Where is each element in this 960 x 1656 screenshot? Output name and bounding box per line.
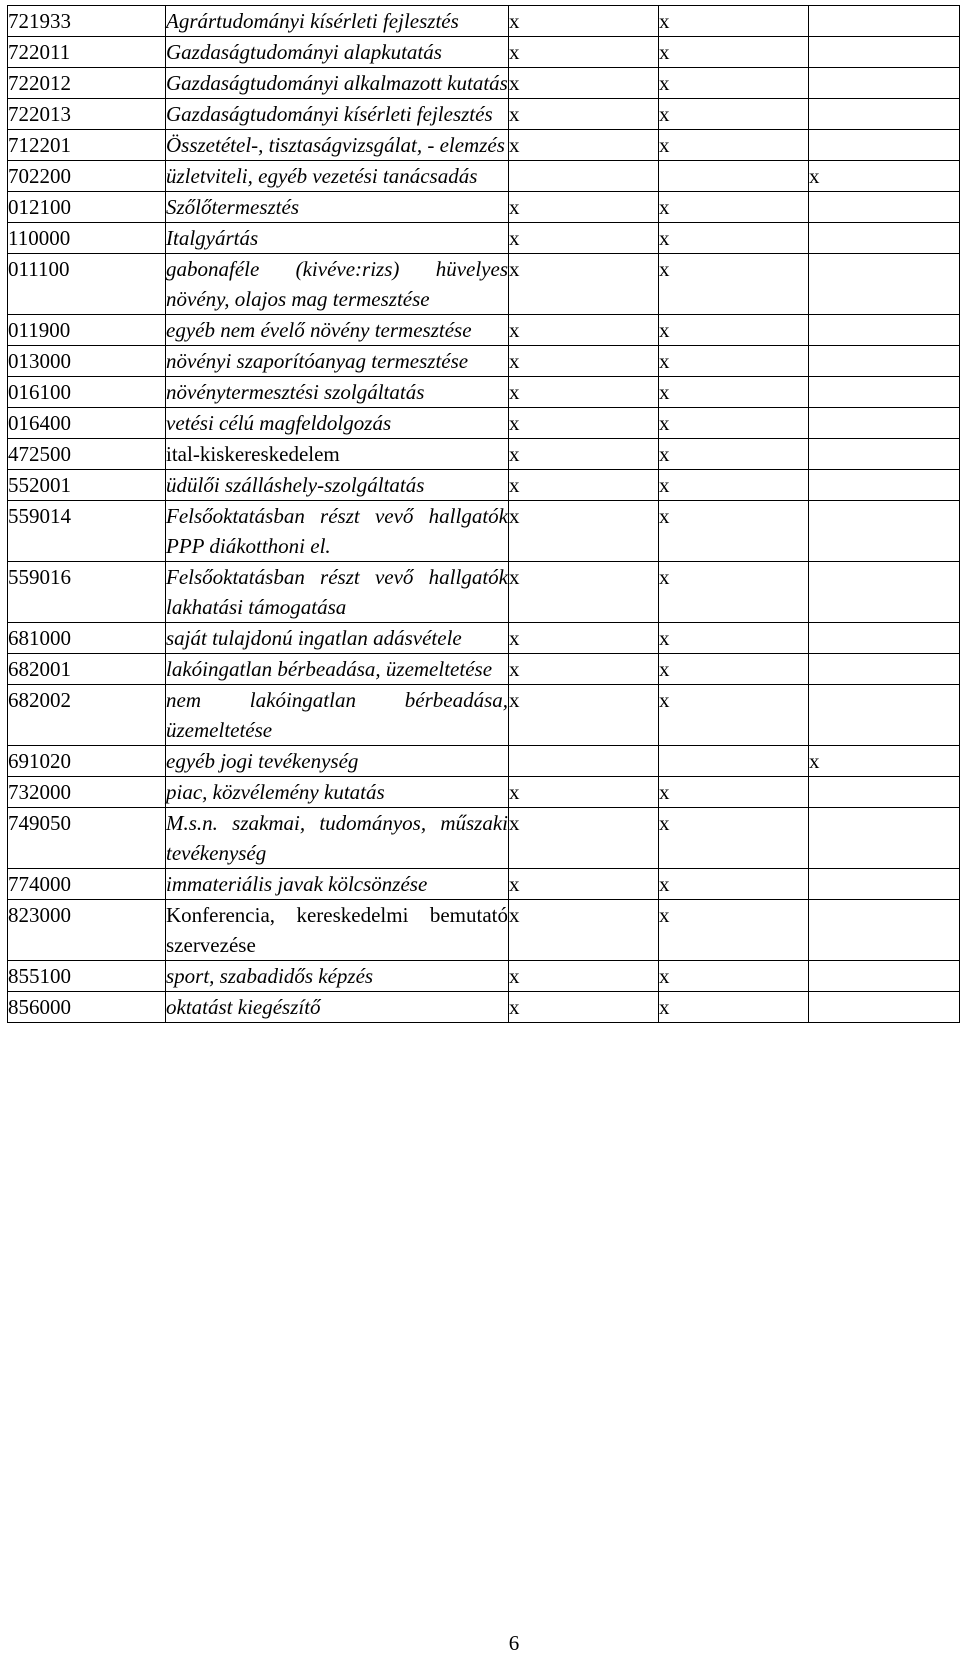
x-mark: x [509, 318, 520, 342]
x-mark: x [509, 411, 520, 435]
table-row [8, 808, 960, 869]
mark-cell-c3 [809, 315, 960, 346]
activity-name [166, 654, 509, 685]
activity-name-text: Felsőoktatásban részt vevő hallgatók PPP diákotthoni el. [166, 504, 508, 558]
mark-cell-c3 [809, 501, 960, 562]
activity-table-body [8, 6, 960, 1023]
x-mark: x [659, 9, 670, 33]
activity-code: 016100 [8, 377, 166, 408]
mark-cell-c3 [809, 961, 960, 992]
table-row [8, 562, 960, 623]
mark-cell-c3 [809, 37, 960, 68]
x-mark: x [509, 565, 520, 589]
activity-name-text: lakóingatlan bérbeadása, üzemeltetése [166, 657, 493, 681]
mark-cell-c3 [809, 408, 960, 439]
activity-name [166, 992, 509, 1023]
x-mark: x [509, 349, 520, 373]
x-mark: x [659, 473, 670, 497]
activity-name [166, 192, 509, 223]
mark-cell-c2 [659, 439, 809, 470]
activity-code: 011900 [8, 315, 166, 346]
x-mark: x [659, 40, 670, 64]
activity-code: 732000 [8, 777, 166, 808]
mark-cell-c3 [809, 346, 960, 377]
mark-cell-c1 [509, 869, 659, 900]
activity-name-text: egyéb jogi tevékenység [166, 749, 359, 773]
mark-cell-c3 [809, 808, 960, 869]
activity-name-text: Szőlőtermesztés [166, 195, 299, 219]
mark-cell-c3 [809, 161, 960, 192]
mark-cell-c1 [509, 346, 659, 377]
activity-code: 855100 [8, 961, 166, 992]
x-mark: x [509, 780, 520, 804]
activity-name-text: Gazdaságtudományi alkalmazott kutatás [166, 71, 508, 95]
x-mark: x [509, 811, 520, 835]
mark-cell-c1 [509, 99, 659, 130]
x-mark: x [659, 964, 670, 988]
mark-cell-c1 [509, 68, 659, 99]
activity-name [166, 6, 509, 37]
mark-cell-c3 [809, 746, 960, 777]
activity-code: 559014 [8, 501, 166, 562]
mark-cell-c3 [809, 992, 960, 1023]
activity-name-text: Gazdaságtudományi kísérleti fejlesztés [166, 102, 493, 126]
mark-cell-c2 [659, 408, 809, 439]
activity-name [166, 562, 509, 623]
activity-code: 823000 [8, 900, 166, 961]
activity-name [166, 501, 509, 562]
activity-code: 472500 [8, 439, 166, 470]
activity-name-text: Agrártudományi kísérleti fejlesztés [166, 9, 459, 33]
table-row [8, 408, 960, 439]
mark-cell-c3 [809, 254, 960, 315]
mark-cell-c3 [809, 68, 960, 99]
x-mark: x [509, 380, 520, 404]
x-mark: x [509, 473, 520, 497]
x-mark: x [659, 626, 670, 650]
x-mark: x [659, 872, 670, 896]
activity-code: 749050 [8, 808, 166, 869]
mark-cell-c2 [659, 562, 809, 623]
mark-cell-c3 [809, 654, 960, 685]
table-row [8, 746, 960, 777]
activity-name-text: oktatást kiegészítő [166, 995, 321, 1019]
mark-cell-c1 [509, 223, 659, 254]
mark-cell-c2 [659, 777, 809, 808]
activity-name-text: Felsőoktatásban részt vevő hallgatók lakhatási támogatása [166, 565, 508, 619]
table-row [8, 6, 960, 37]
mark-cell-c1 [509, 501, 659, 562]
mark-cell-c3 [809, 685, 960, 746]
activity-code: 110000 [8, 223, 166, 254]
mark-cell-c2 [659, 992, 809, 1023]
table-row [8, 99, 960, 130]
mark-cell-c3 [809, 130, 960, 161]
mark-cell-c3 [809, 192, 960, 223]
activity-name-text: sport, szabadidős képzés [166, 964, 374, 988]
x-mark: x [509, 257, 520, 281]
x-mark: x [659, 565, 670, 589]
mark-cell-c2 [659, 377, 809, 408]
table-row [8, 377, 960, 408]
table-row [8, 961, 960, 992]
activity-name [166, 99, 509, 130]
mark-cell-c1 [509, 161, 659, 192]
x-mark: x [509, 9, 520, 33]
x-mark: x [509, 195, 520, 219]
x-mark: x [509, 688, 520, 712]
activity-name [166, 377, 509, 408]
mark-cell-c1 [509, 623, 659, 654]
table-row [8, 254, 960, 315]
mark-cell-c3 [809, 777, 960, 808]
activity-name-text: piac, közvélemény kutatás [166, 780, 385, 804]
mark-cell-c3 [809, 377, 960, 408]
mark-cell-c1 [509, 808, 659, 869]
mark-cell-c2 [659, 470, 809, 501]
mark-cell-c3 [809, 562, 960, 623]
activity-name [166, 315, 509, 346]
x-mark: x [659, 688, 670, 712]
x-mark: x [659, 442, 670, 466]
x-mark: x [509, 657, 520, 681]
activity-name [166, 777, 509, 808]
table-row [8, 900, 960, 961]
activity-code: 702200 [8, 161, 166, 192]
activity-code: 552001 [8, 470, 166, 501]
activity-name-text: immateriális javak kölcsönzése [166, 872, 428, 896]
activity-name-text: egyéb nem évelő növény termesztése [166, 318, 472, 342]
activity-table [7, 5, 960, 1023]
activity-code: 856000 [8, 992, 166, 1023]
mark-cell-c2 [659, 254, 809, 315]
mark-cell-c1 [509, 685, 659, 746]
mark-cell-c3 [809, 439, 960, 470]
activity-name-text: Gazdaságtudományi alapkutatás [166, 40, 442, 64]
x-mark: x [509, 133, 520, 157]
mark-cell-c2 [659, 37, 809, 68]
table-row [8, 161, 960, 192]
mark-cell-c2 [659, 654, 809, 685]
mark-cell-c2 [659, 623, 809, 654]
mark-cell-c2 [659, 130, 809, 161]
table-row [8, 501, 960, 562]
activity-code: 016400 [8, 408, 166, 439]
x-mark: x [509, 71, 520, 95]
mark-cell-c2 [659, 346, 809, 377]
mark-cell-c1 [509, 377, 659, 408]
x-mark: x [659, 195, 670, 219]
mark-cell-c2 [659, 192, 809, 223]
mark-cell-c3 [809, 869, 960, 900]
mark-cell-c1 [509, 37, 659, 68]
x-mark: x [509, 626, 520, 650]
activity-code: 681000 [8, 623, 166, 654]
table-row [8, 623, 960, 654]
activity-code: 722011 [8, 37, 166, 68]
mark-cell-c1 [509, 470, 659, 501]
activity-name-text: nem lakóingatlan bérbeadása, üzemeltetése [166, 688, 508, 742]
x-mark: x [509, 964, 520, 988]
x-mark: x [509, 226, 520, 250]
activity-name-text: ital-kiskereskedelem [166, 442, 340, 466]
x-mark: x [659, 411, 670, 435]
x-mark: x [809, 749, 820, 773]
table-row [8, 68, 960, 99]
x-mark: x [659, 226, 670, 250]
activity-name [166, 161, 509, 192]
table-row [8, 223, 960, 254]
mark-cell-c1 [509, 439, 659, 470]
mark-cell-c3 [809, 99, 960, 130]
mark-cell-c2 [659, 161, 809, 192]
table-row [8, 192, 960, 223]
x-mark: x [659, 318, 670, 342]
activity-code: 722013 [8, 99, 166, 130]
mark-cell-c1 [509, 992, 659, 1023]
table-row [8, 992, 960, 1023]
activity-name [166, 900, 509, 961]
activity-name-text: Italgyártás [166, 226, 259, 250]
mark-cell-c2 [659, 869, 809, 900]
x-mark: x [509, 442, 520, 466]
activity-name-text: növénytermesztési szolgáltatás [166, 380, 425, 404]
activity-name [166, 808, 509, 869]
x-mark: x [509, 504, 520, 528]
x-mark: x [659, 257, 670, 281]
activity-name [166, 685, 509, 746]
mark-cell-c1 [509, 961, 659, 992]
x-mark: x [659, 71, 670, 95]
activity-name [166, 254, 509, 315]
mark-cell-c1 [509, 562, 659, 623]
mark-cell-c3 [809, 900, 960, 961]
activity-code: 013000 [8, 346, 166, 377]
mark-cell-c2 [659, 99, 809, 130]
x-mark: x [509, 903, 520, 927]
x-mark: x [659, 102, 670, 126]
activity-name [166, 961, 509, 992]
activity-name [166, 130, 509, 161]
table-row [8, 315, 960, 346]
activity-code: 722012 [8, 68, 166, 99]
x-mark: x [659, 903, 670, 927]
x-mark: x [659, 995, 670, 1019]
activity-code: 559016 [8, 562, 166, 623]
mark-cell-c2 [659, 900, 809, 961]
mark-cell-c2 [659, 6, 809, 37]
mark-cell-c1 [509, 130, 659, 161]
activity-name-text: vetési célú magfeldolgozás [166, 411, 392, 435]
activity-code: 712201 [8, 130, 166, 161]
mark-cell-c1 [509, 900, 659, 961]
activity-name-text: saját tulajdonú ingatlan adásvétele [166, 626, 462, 650]
activity-name [166, 869, 509, 900]
page-number: 6 [508, 1631, 520, 1655]
x-mark: x [659, 133, 670, 157]
table-row [8, 37, 960, 68]
x-mark: x [659, 380, 670, 404]
activity-name [166, 439, 509, 470]
table-row [8, 777, 960, 808]
x-mark: x [809, 164, 820, 188]
mark-cell-c2 [659, 223, 809, 254]
activity-name [166, 37, 509, 68]
x-mark: x [509, 102, 520, 126]
mark-cell-c1 [509, 777, 659, 808]
table-row [8, 470, 960, 501]
activity-code: 721933 [8, 6, 166, 37]
mark-cell-c1 [509, 746, 659, 777]
activity-name [166, 223, 509, 254]
activity-code: 774000 [8, 869, 166, 900]
x-mark: x [659, 780, 670, 804]
activity-code: 682002 [8, 685, 166, 746]
activity-name [166, 408, 509, 439]
table-row [8, 869, 960, 900]
activity-name [166, 68, 509, 99]
table-row [8, 685, 960, 746]
mark-cell-c3 [809, 6, 960, 37]
mark-cell-c3 [809, 470, 960, 501]
activity-name-text: M.s.n. szakmai, tudományos, műszaki tevékenység [166, 811, 508, 865]
activity-code: 011100 [8, 254, 166, 315]
activity-name-text: Konferencia, kereskedelmi bemutató szervezése [166, 903, 508, 957]
activity-name-text: üzletviteli, egyéb vezetési tanácsadás [166, 164, 478, 188]
table-row [8, 439, 960, 470]
mark-cell-c1 [509, 254, 659, 315]
activity-name-text: növényi szaporítóanyag termesztése [166, 349, 469, 373]
mark-cell-c2 [659, 501, 809, 562]
x-mark: x [509, 995, 520, 1019]
activity-code: 012100 [8, 192, 166, 223]
table-row [8, 346, 960, 377]
activity-name [166, 346, 509, 377]
activity-name-text: Összetétel-, tisztaságvizsgálat, - elemzés [166, 133, 505, 157]
mark-cell-c2 [659, 315, 809, 346]
table-row [8, 130, 960, 161]
x-mark: x [659, 657, 670, 681]
activity-code: 691020 [8, 746, 166, 777]
x-mark: x [509, 872, 520, 896]
mark-cell-c2 [659, 746, 809, 777]
mark-cell-c3 [809, 223, 960, 254]
mark-cell-c1 [509, 6, 659, 37]
table-row [8, 654, 960, 685]
activity-name [166, 470, 509, 501]
x-mark: x [659, 504, 670, 528]
activity-name-text: gabonaféle (kivéve:rizs) hüvelyes növény, olajos mag termesztése [166, 257, 508, 311]
mark-cell-c1 [509, 192, 659, 223]
activity-name [166, 746, 509, 777]
activity-name-text: üdülői szálláshely-szolgáltatás [166, 473, 425, 497]
mark-cell-c2 [659, 808, 809, 869]
x-mark: x [659, 349, 670, 373]
mark-cell-c2 [659, 961, 809, 992]
mark-cell-c1 [509, 315, 659, 346]
activity-name [166, 623, 509, 654]
x-mark: x [659, 811, 670, 835]
activity-code: 682001 [8, 654, 166, 685]
mark-cell-c2 [659, 685, 809, 746]
x-mark: x [509, 40, 520, 64]
mark-cell-c1 [509, 408, 659, 439]
mark-cell-c1 [509, 654, 659, 685]
mark-cell-c3 [809, 623, 960, 654]
mark-cell-c2 [659, 68, 809, 99]
